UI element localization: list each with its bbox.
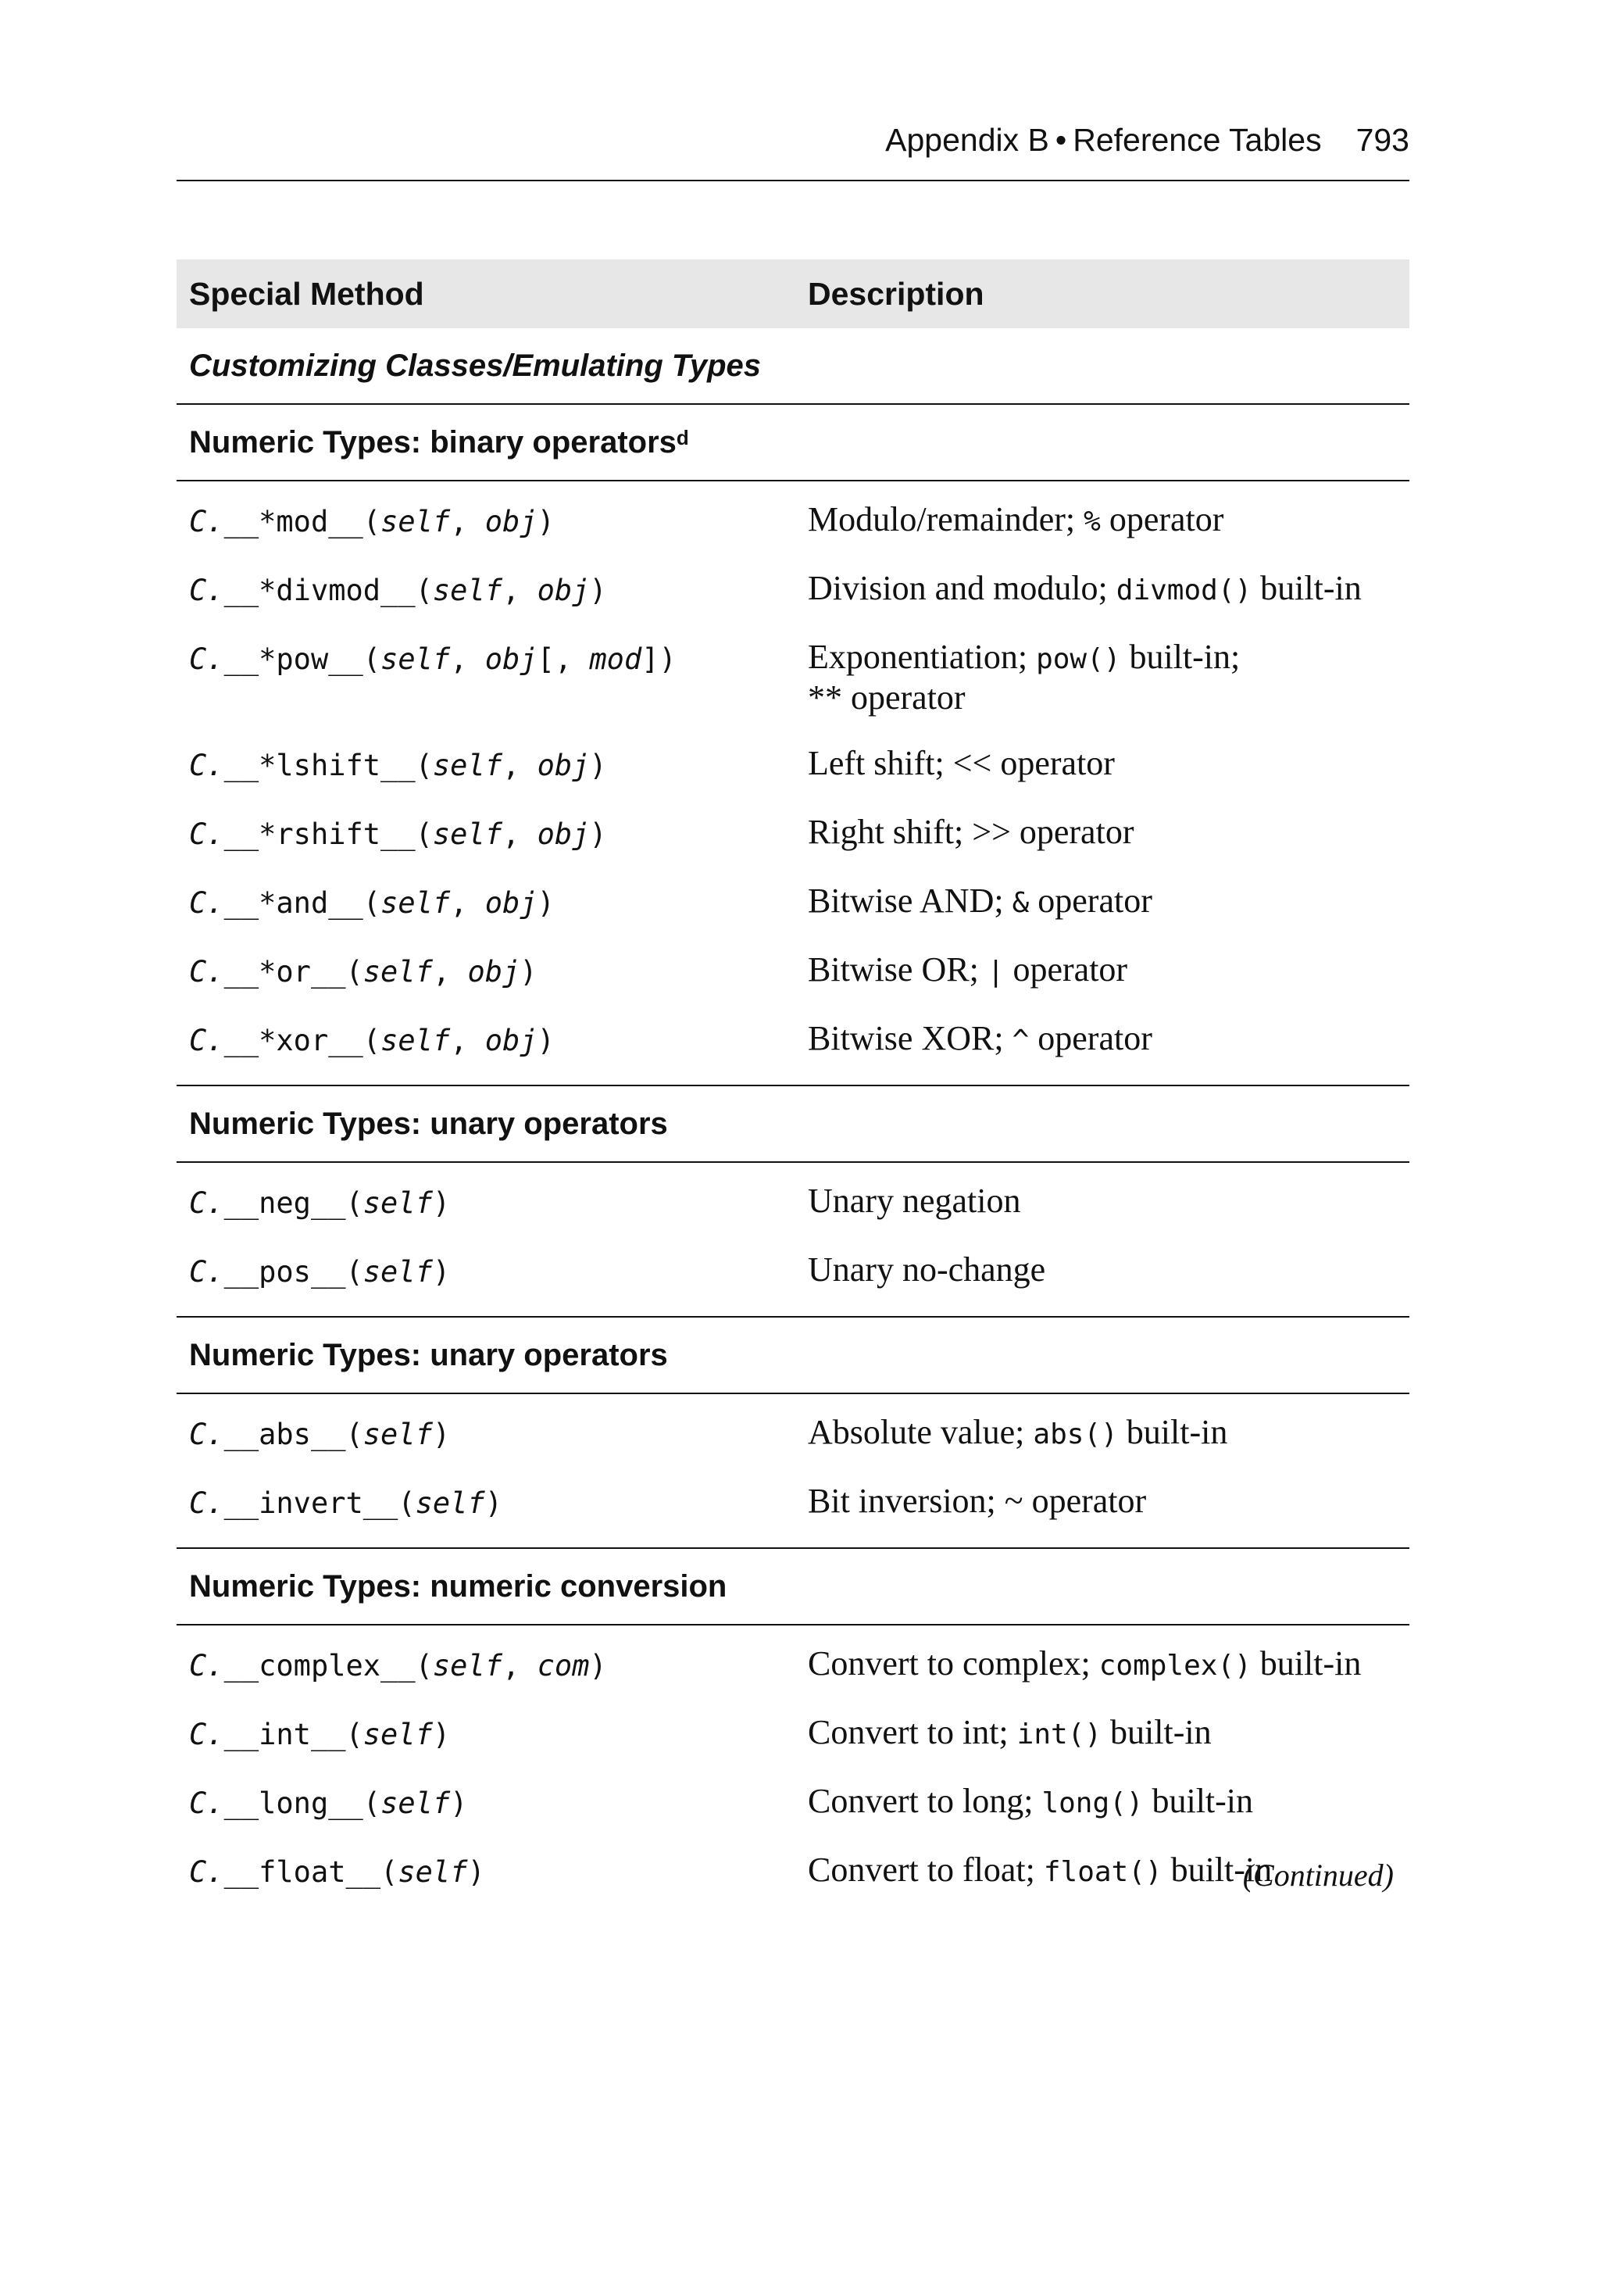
section-rows — [177, 1163, 1409, 1318]
method-description: Absolute value; abs() built-in — [808, 1413, 1228, 1451]
method-description: Convert to complex; complex() built-in — [808, 1644, 1362, 1683]
method-description: Bitwise XOR; ^ operator — [808, 1019, 1152, 1057]
table-row — [177, 735, 1409, 803]
table-row — [177, 1241, 1409, 1310]
running-head-title: Appendix B — [885, 122, 1049, 158]
method-signature: C.__*xor__(self, obj) — [189, 1024, 555, 1057]
table-row — [177, 1704, 1409, 1772]
continued-note: (Continued) — [1242, 1858, 1394, 1893]
section-title: Numeric Types: numeric conversion — [177, 1549, 1409, 1625]
table-row — [177, 560, 1409, 628]
section-rows — [177, 1625, 1409, 1916]
method-signature: C.__*lshift__(self, obj) — [189, 749, 607, 782]
table-row — [177, 1010, 1409, 1078]
method-signature: C.__long__(self) — [189, 1786, 468, 1820]
method-signature: C.__*divmod__(self, obj) — [189, 574, 607, 607]
method-signature: C.__invert__(self) — [189, 1486, 502, 1520]
section-title — [177, 405, 1409, 481]
table-row — [177, 628, 1409, 735]
section-title: Numeric Types: unary operators — [177, 1086, 1409, 1163]
method-signature: C.__*rshift__(self, obj) — [189, 817, 607, 851]
method-signature: C.__complex__(self, com) — [189, 1649, 607, 1683]
method-description: Convert to long; long() built-in — [808, 1782, 1254, 1820]
method-description: Right shift; >> operator — [808, 813, 1134, 851]
method-signature: C.__pos__(self) — [189, 1255, 451, 1289]
reference-table — [177, 259, 1409, 1916]
running-head-bullet: • — [1055, 122, 1067, 158]
method-signature: C.__abs__(self) — [189, 1418, 451, 1451]
section-title-text: Numeric Types: binary operators — [189, 424, 677, 460]
table-row — [177, 872, 1409, 941]
method-signature: C.__neg__(self) — [189, 1186, 451, 1220]
table-row — [177, 1635, 1409, 1704]
method-description: Bitwise AND; & operator — [808, 882, 1152, 920]
table-row — [177, 1772, 1409, 1841]
table-row — [177, 1841, 1409, 1910]
section-rows — [177, 481, 1409, 1086]
main-section-title: Customizing Classes/Emulating Types — [177, 328, 1409, 405]
table-row — [177, 491, 1409, 560]
method-description: Left shift; << operator — [808, 744, 1115, 782]
method-description: Bitwise OR; | operator — [808, 950, 1128, 989]
header-description: Description — [808, 275, 984, 312]
table-header — [177, 259, 1409, 328]
method-description: Unary no-change — [808, 1250, 1046, 1289]
method-signature: C.__int__(self) — [189, 1718, 451, 1751]
method-signature: C.__*mod__(self, obj) — [189, 505, 555, 538]
running-head — [177, 122, 1409, 181]
method-signature: C.__*pow__(self, obj[, mod]) — [189, 642, 677, 676]
section-rows — [177, 1394, 1409, 1549]
table-row — [177, 1172, 1409, 1241]
table-row — [177, 1404, 1409, 1472]
method-description: Modulo/remainder; % operator — [808, 500, 1224, 538]
method-description: Convert to float; float() built-in — [808, 1851, 1273, 1889]
page-number: 793 — [1355, 122, 1409, 158]
method-description: Exponentiation; pow() built-in; ** operator — [808, 638, 1241, 717]
method-signature: C.__*or__(self, obj) — [189, 955, 538, 989]
table-row — [177, 803, 1409, 872]
method-description: Division and modulo; divmod() built-in — [808, 569, 1362, 607]
section-title: Numeric Types: unary operators — [177, 1318, 1409, 1394]
table-row — [177, 941, 1409, 1010]
method-signature: C.__float__(self) — [189, 1855, 485, 1889]
footnote-marker: d — [676, 425, 689, 449]
table-row — [177, 1472, 1409, 1541]
method-description: Unary negation — [808, 1182, 1021, 1220]
header-special-method: Special Method — [189, 275, 424, 312]
method-description: Convert to int; int() built-in — [808, 1713, 1212, 1751]
running-head-subtitle: Reference Tables — [1073, 122, 1322, 158]
method-description: Bit inversion; ~ operator — [808, 1482, 1147, 1520]
method-signature: C.__*and__(self, obj) — [189, 886, 555, 920]
